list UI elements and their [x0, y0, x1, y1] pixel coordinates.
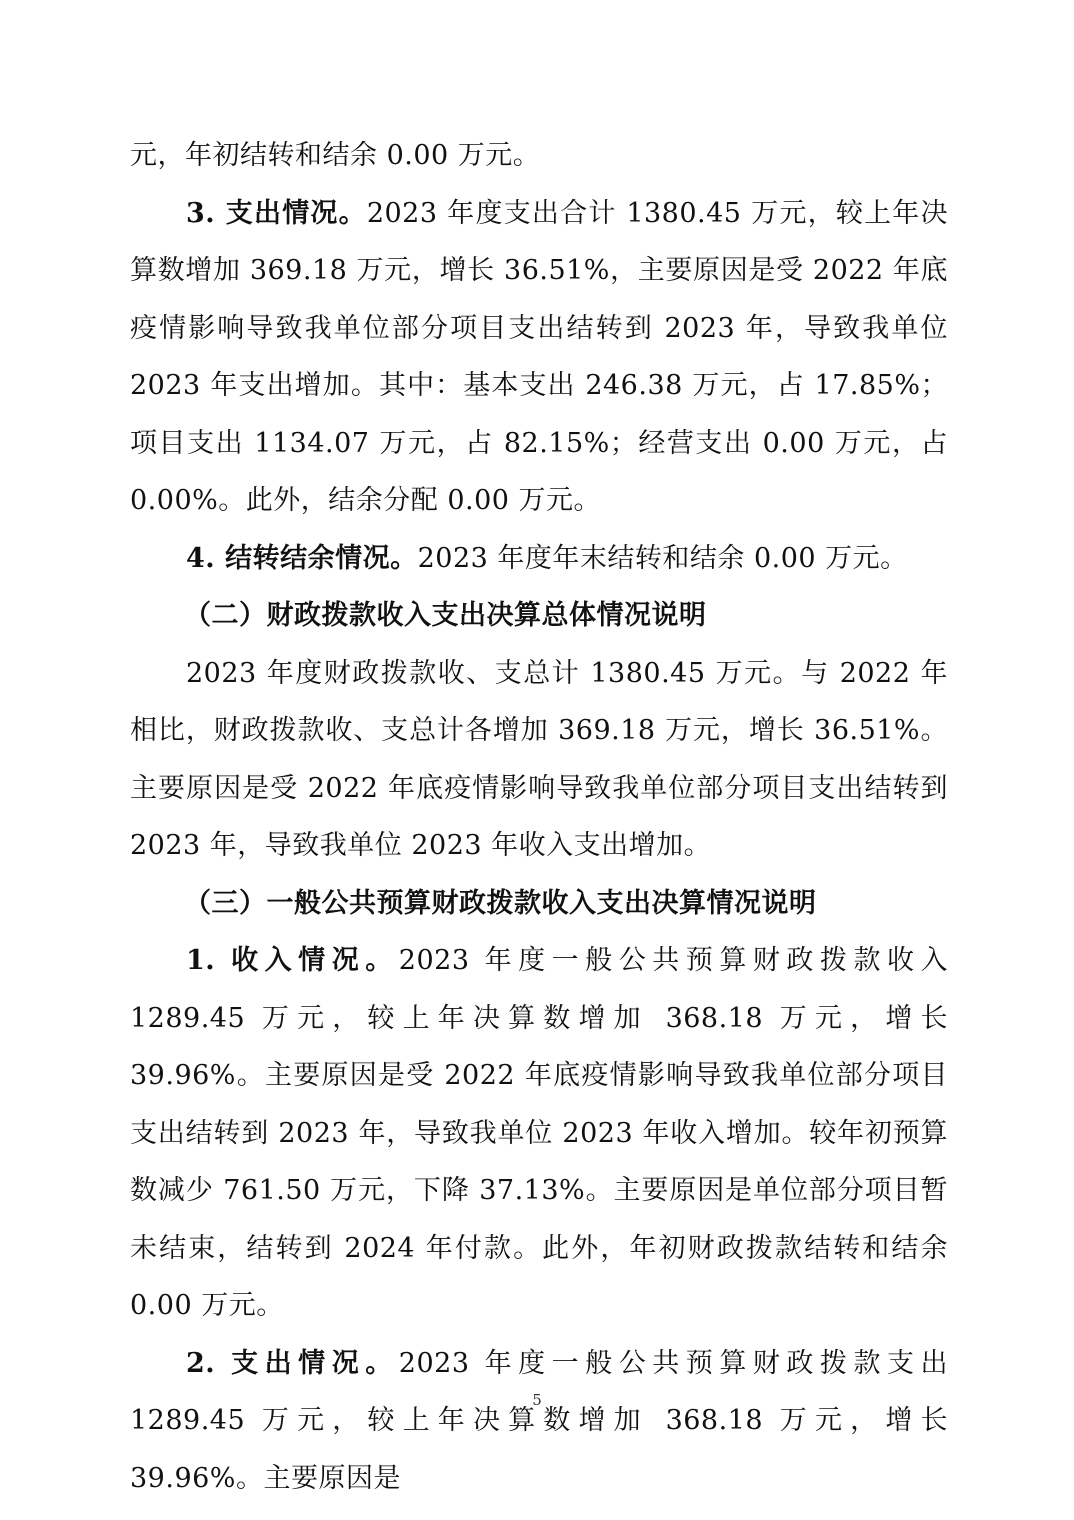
paragraph-lead: 2. 支出情况。 — [186, 1347, 399, 1379]
paragraph-text: 2023 年度一般公共预算财政拨款支出 1289.45 万元，较上年决算数增加 368.18 万元，增长 39.96%。主要原因是 — [130, 1347, 949, 1494]
paragraph-income-carryover-tail — [130, 127, 948, 185]
paragraph-lead: 4. 结转结余情况。 — [186, 542, 418, 574]
paragraph-text: 2023 年度财政拨款收、支总计 1380.45 万元。与 2022 年相比，财政拨款收、支总计各增加 369.18 万元，增长 36.51%。主要原因是受 2022 年底疫情影响导致我单位部分项目支出结转到 2023 年，导致我单位 2023 年收入支出增加。 — [130, 657, 948, 861]
paragraph-lead: 3. 支出情况。 — [186, 197, 367, 229]
paragraph-text: 2023 年度支出合计 1380.45 万元，较上年决算数增加 369.18 万元，增长 36.51%，主要原因是受 2022 年底疫情影响导致我单位部分项目支出结转到 2023 年，导致我单位 2023 年支出增加。其中：基本支出 246.38 万元，占 17.85%；项目支出 1134.07 万元，占 82.15%；经营支出 0.00 万元，占 0.00%。此外，结余分配 0.00 万元。 — [130, 197, 948, 516]
section-heading-general-budget: （三）一般公共预算财政拨款收入支出决算情况说明 — [184, 887, 817, 919]
paragraph-general-budget-income — [130, 932, 948, 1335]
page-number: 5 — [532, 1391, 542, 1409]
paragraph-text: 2023 年度一般公共预算财政拨款收入 1289.45 万元，较上年决算数增加 368.18 万元，增长 39.96%。主要原因是受 2022 年底疫情影响导致我单位部分项目支出结转到 2023 年，导致我单位 2023 年收入增加。较年初预算数减少 761.50 万元，下降 37.13%。主要原因是单位部分项目暂未结束，结转到 2024 年付款。此外，年初财政拨款结转和结余 0.00 万元。 — [130, 945, 949, 1321]
section-heading-fiscal-overall: （二）财政拨款收入支出决算总体情况说明 — [184, 600, 707, 631]
paragraph-expenditure — [130, 185, 948, 530]
paragraph-fiscal-overall — [130, 645, 948, 875]
paragraph-general-budget-expenditure — [130, 1335, 948, 1508]
document-body — [130, 127, 948, 1507]
paragraph-text: 2023 年度年末结转和结余 0.00 万元。 — [417, 542, 908, 574]
paragraph-lead: 1. 收入情况。 — [186, 945, 399, 976]
paragraph-carryover-balance — [130, 530, 948, 588]
paragraph-text: 元，年初结转和结余 0.00 万元。 — [130, 140, 541, 171]
